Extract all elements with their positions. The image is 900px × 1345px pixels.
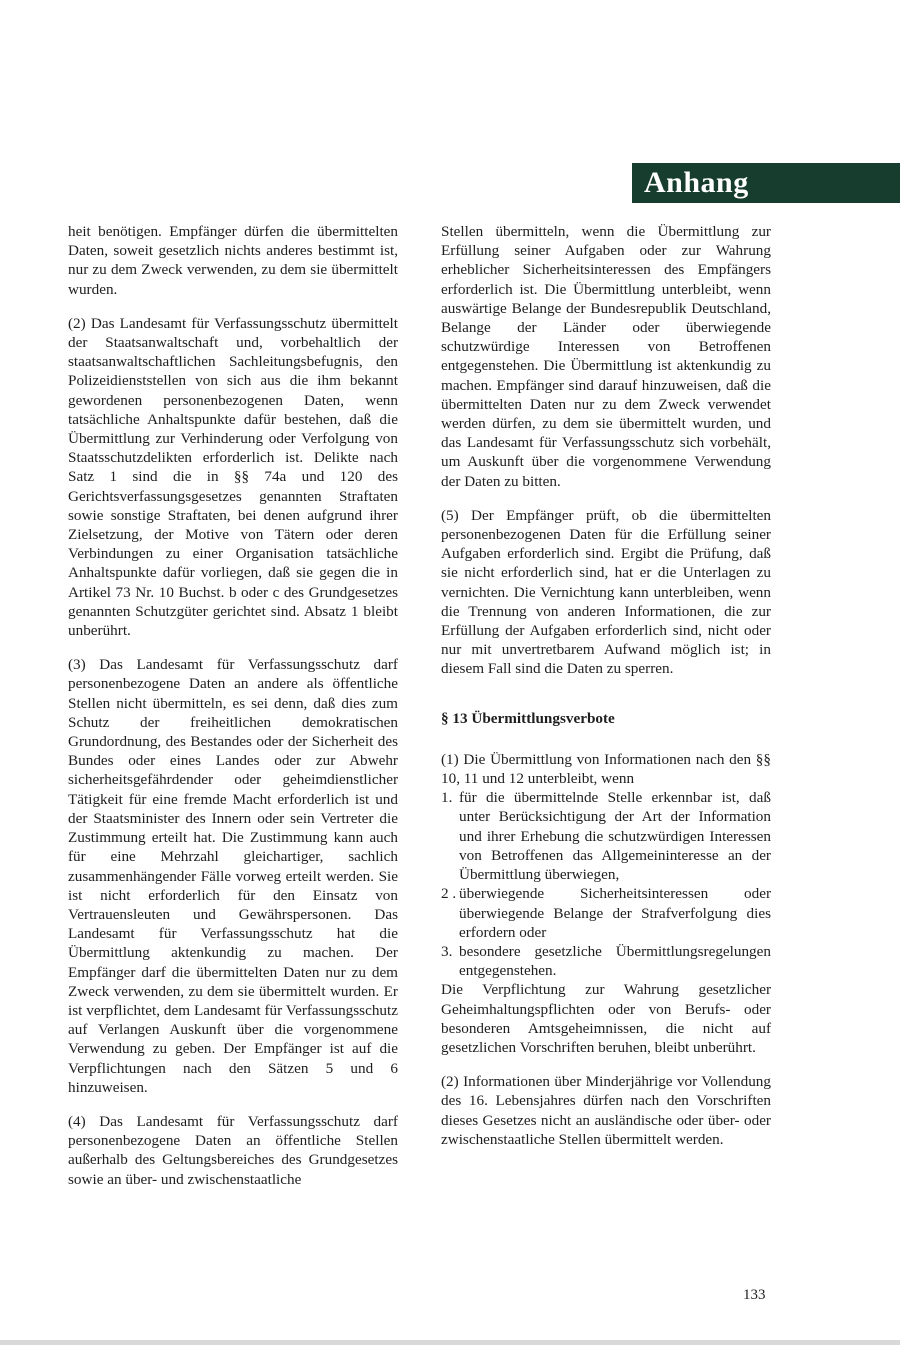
paragraph-2: (2) Das Landesamt für Verfassungsschutz übermittelt der Staatsanwaltschaft und, vorbehaltlich der staatsanwaltschaftlichen Sachleitungsbefugnis, den Polizeidienststellen von sich aus die ihm bekannt gewordenen personenbezogenen Daten, wenn tatsächliche Anhaltspunkte dafür bestehen, daß die Übermittlung zur Verhinderung oder Verfolgung von Staatsschutzdelikten erforderlich ist. Delikte nach Satz 1 sind die in §§ 74a und 120 des Gerichtsverfassungsgesetzes genannten Straftaten sowie sonstige Straftaten, bei denen aufgrund ihrer Zielsetzung, der Motive von Tätern oder deren Verbindungen zu einer Organisation tatsächliche Anhaltspunkte dafür vorliegen, daß sie gegen die in Artikel 73 Nr. 10 Buchst. b oder c des Grundgesetzes genannten Schutzgüter gerichtet sind. Absatz 1 bleibt unberührt.: [68, 314, 398, 640]
paragraph-5: (5) Der Empfänger prüft, ob die übermittelten personenbezogenen Daten für die Erfüllung seiner Aufgaben erforderlich sind. Ergibt die Prüfung, daß sie nicht erforderlich sind, hat er die Unterlagen zu vernichten. Die Vernichtung kann unterbleiben, wenn die Trennung von anderen Informationen, die zur Erfüllung der Aufgaben erforderlich sind, nicht oder nur mit unvertretbarem Aufwand möglich ist; in diesem Fall sind die Daten zu sperren.: [441, 506, 771, 678]
list-item-text: für die übermittelnde Stelle erkennbar ist, daß unter Berücksichtigung der Art der Information und ihrer Erhebung die schutzwürdigen Interessen von Betroffenen das Allgemeininteresse an der Übermittlung überwiegen,: [459, 789, 771, 884]
section-heading: § 13 Übermittlungsverbote: [441, 709, 615, 727]
section-banner: Anhang: [632, 163, 900, 203]
section-13-paragraph-1-intro: (1) Die Übermittlung von Informationen nach den §§ 10, 11 und 12 unterbleibt, wenn: [441, 750, 771, 788]
page-number: 133: [743, 1287, 766, 1303]
list-item-number: 1.: [441, 789, 453, 807]
left-column: [68, 222, 398, 1204]
section-13-paragraph-1-tail: Die Verpflichtung zur Wahrung gesetzlicher Geheimhaltungspflichten oder von Berufs- oder besonderen Amtsgeheimnissen, die nicht auf gesetzlichen Vorschriften beruhen, bleibt unberührt.: [441, 981, 771, 1056]
list-item-number: 3.: [441, 942, 453, 960]
section-13-paragraph-2: (2) Informationen über Minderjährige vor Vollendung des 16. Lebensjahres dürfen nach den Vorschriften dieses Gesetzes nicht an ausländische oder über- oder zwischenstaatliche Stellen übermittelt werden.: [441, 1073, 771, 1148]
page-bottom-edge: [0, 1340, 900, 1345]
paragraph-4-continuation: Stellen übermitteln, wenn die Übermittlung zur Erfüllung seiner Aufgaben oder zur Wahrung erheblicher Sicherheitsinteressen des Empfängers erforderlich ist. Die Übermittlung unterbleibt, wenn auswärtige Belange der Bundesrepublik Deutschland, Belange der Länder oder überwiegende schutzwürdige Interessen von Betroffenen entgegenstehen. Die Übermittlung ist aktenkundig zu machen. Empfänger sind darauf hinzuweisen, daß die übermittelten Daten nur zu dem Zweck verwendet werden dürfen, zu dem sie übermittelt wurden, und das Landesamt für Verfassungsschutz sich vorbehält, um Auskunft über die vorgenommene Verwendung der Daten zu bitten.: [441, 223, 771, 490]
list-item: [441, 884, 771, 942]
list-item-number: 2 .: [441, 885, 457, 903]
list-item-text: besondere gesetzliche Übermittlungsregelungen entgegenstehen.: [459, 942, 771, 980]
paragraph-4: (4) Das Landesamt für Verfassungsschutz darf personenbezogene Daten an öffentliche Stellen außerhalb des Geltungsbereiches des Grundgesetzes sowie an über- und zwischenstaatliche: [68, 1112, 398, 1188]
list-item-text: überwiegende Sicherheitsinteressen oder überwiegende Belange der Strafverfolgung dies erfordern oder: [459, 885, 771, 941]
right-column: [441, 222, 771, 1164]
paragraph-3: (3) Das Landesamt für Verfassungsschutz darf personenbezogene Daten an andere als öffentliche Stellen nicht übermitteln, es sei denn, daß dies zum Schutz der freiheitlichen demokratischen Grundordnung, des Bestandes oder der Sicherheit des Bundes oder eines Landes oder zur Abwehr sicherheitsgefährdender oder geheimdienstlicher Tätigkeit für eine fremde Macht erforderlich ist und der Staatsminister des Innern oder sein Vertreter die Zustimmung erteilt hat. Die Zustimmung kann auch für eine Mehrzahl gleichartiger, sachlich zusammenhängender Fälle vorweg erteilt werden. Sie ist nicht erforderlich für den Einsatz von Vertrauensleuten und Gewährspersonen. Das Landesamt für Verfassungsschutz hat die Übermittlung aktenkundig zu machen. Der Empfänger darf die übermittelten Daten nur zu dem Zweck verwenden, zu dem sie übermittelt wurden. Er ist verpflichtet, dem Landesamt für Verfassungsschutz auf Verlangen Auskunft über die vorgenommene Verwendung zu geben. Der Empfänger ist auf die Verpflichtungen nach den Sätzen 5 und 6 hinzuweisen.: [68, 656, 398, 1096]
list-item: [441, 788, 771, 884]
paragraph-continuation: heit benötigen. Empfänger dürfen die übermittelten Daten, soweit gesetzlich nichts anderes bestimmt ist, nur zu dem Zweck verwenden, zu dem sie übermittelt wurden.: [68, 223, 398, 298]
section-13-list: [441, 788, 771, 980]
list-item: [441, 942, 771, 980]
